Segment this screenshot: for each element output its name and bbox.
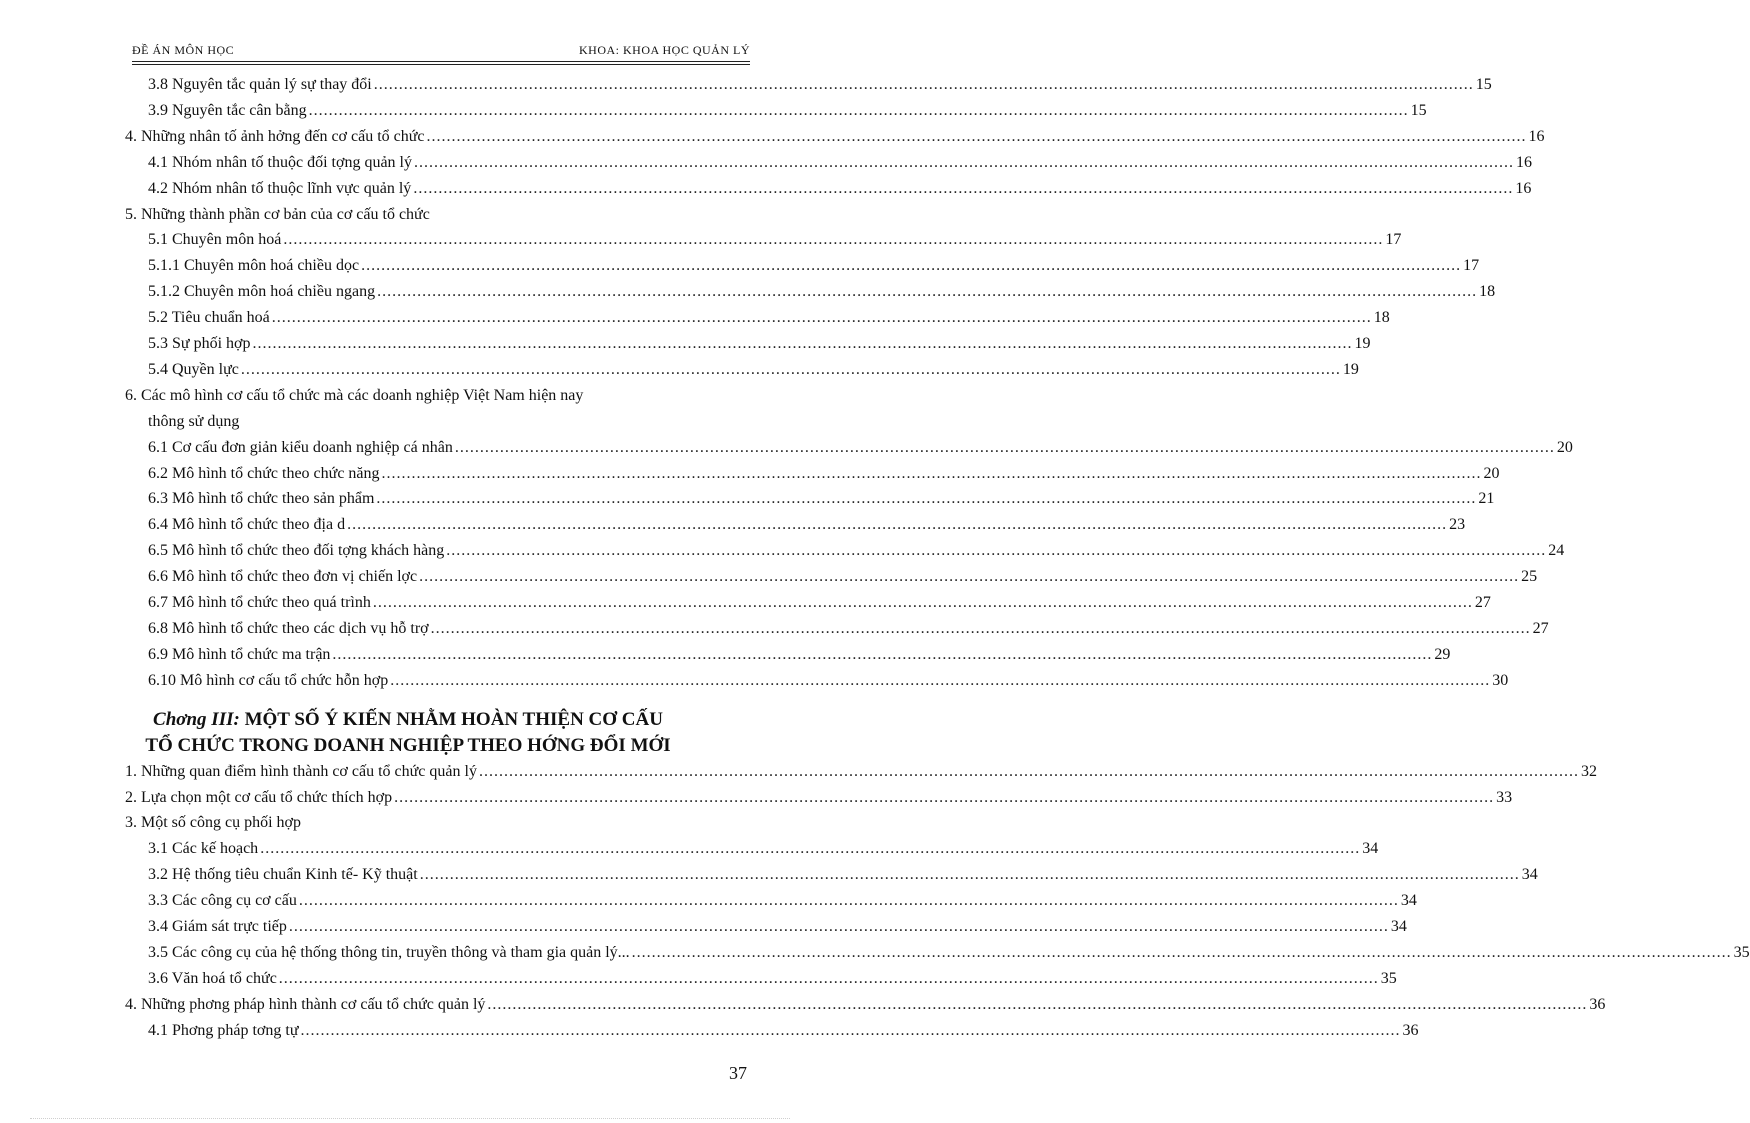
- toc-entry: [0, 992, 1606, 1018]
- toc-entry-page: 34: [1362, 840, 1379, 858]
- toc-entry-label: 3.2 Hệ thống tiêu chuẩn Kinh tế- Kỹ thuật: [148, 866, 418, 884]
- toc-entry-page: 23: [1449, 516, 1466, 534]
- toc-leader-dots: ............................................................................................................................................................................................................................: [454, 438, 1555, 456]
- toc-entry-label: 6.3 Mô hình tổ chức theo sản phẩm: [148, 490, 375, 508]
- toc-leader-dots: ............................................................................................................................................................................................................................: [381, 464, 1482, 482]
- toc-entry-label: 5.3 Sự phối hợp: [148, 335, 251, 352]
- toc-leader-dots: ............................................................................................................................................................................................................................: [419, 866, 1520, 884]
- toc-entry: [0, 202, 816, 228]
- toc-leader-dots: ............................................................................................................................................................................................................................: [631, 943, 1732, 961]
- page-bottom-border: [30, 1118, 790, 1119]
- header-rule: [132, 61, 750, 62]
- toc-entry-label: 2. Lựa chọn một cơ cấu tổ chức thích hợp: [125, 788, 393, 806]
- toc-entry-page: 35: [1380, 969, 1397, 987]
- toc-leader-dots: ............................................................................................................................................................................................................................: [426, 127, 1527, 145]
- toc-leader-dots: ............................................................................................................................................................................................................................: [278, 969, 1379, 987]
- toc-entry-label: 4. Những phơng pháp hình thành cơ cấu tổ chức quản lý: [125, 995, 486, 1013]
- toc-entry-page: 20: [1556, 438, 1573, 456]
- toc-entry: [0, 590, 1491, 616]
- toc-entry-page: 18: [1373, 309, 1390, 327]
- toc-entry-page: 20: [1483, 464, 1500, 482]
- toc-entry: [0, 331, 1371, 357]
- toc-leader-dots: ............................................................................................................................................................................................................................: [283, 231, 1384, 249]
- toc-entry-page: 34: [1400, 892, 1417, 910]
- toc-entry: [0, 836, 1379, 862]
- toc-entry-page: 27: [1532, 619, 1549, 637]
- toc-leader-dots: ............................................................................................................................................................................................................................: [308, 101, 1409, 119]
- toc-entry: [0, 914, 1407, 940]
- toc-entry: [0, 176, 1532, 202]
- toc-entry: [0, 227, 1402, 253]
- toc-entry-page: 29: [1434, 645, 1451, 663]
- toc-entry: [0, 1018, 1419, 1044]
- toc-leader-dots: ............................................................................................................................................................................................................................: [377, 283, 1478, 301]
- toc-leader-dots: ............................................................................................................................................................................................................................: [332, 645, 1433, 663]
- header-right: KHOA: KHOA HỌC QUẢN LÝ: [579, 43, 750, 57]
- toc-entry: [0, 564, 1538, 590]
- toc-entry-label: 6.5 Mô hình tổ chức theo đối tợng khách hàng: [148, 542, 445, 560]
- toc-entry: [0, 409, 816, 435]
- toc-entry-label: 6.10 Mô hình cơ cấu tổ chức hỗn hợp: [148, 671, 389, 689]
- toc-leader-dots: ............................................................................................................................................................................................................................: [271, 309, 1372, 327]
- page-number: 37: [729, 1063, 747, 1083]
- toc-entry-page: 21: [1478, 490, 1495, 508]
- toc-entry: [0, 461, 1500, 487]
- toc-leader-dots: ............................................................................................................................................................................................................................: [414, 153, 1514, 171]
- toc-entry-label: 3. Một số công cụ phối hợp: [125, 814, 302, 832]
- toc-entry-page: 34: [1521, 866, 1538, 884]
- toc-entry-label: 5.4 Quyền lực: [148, 360, 239, 378]
- toc-entry: [0, 642, 1451, 668]
- header-left: ĐỀ ÁN MÔN HỌC: [132, 43, 235, 57]
- toc-entry-label: 3.8 Nguyên tắc quản lý sự thay đổi: [148, 76, 372, 93]
- toc-entry-label: 6. Các mô hình cơ cấu tổ chức mà các doanh nghiệp Việt Nam hiện nay: [125, 386, 584, 404]
- toc-entry-label: 3.3 Các công cụ cơ cấu: [148, 892, 297, 910]
- toc-leader-dots: ............................................................................................................................................................................................................................: [376, 490, 1477, 508]
- toc-leader-dots: ............................................................................................................................................................................................................................: [252, 335, 1353, 352]
- toc-entry: [0, 253, 1480, 279]
- toc-entry-label: 3.5 Các công cụ của hệ thống thông tin, truyền thông và tham gia quản lý...: [148, 943, 630, 961]
- toc-entry-label: 3.9 Nguyên tắc cân bằng: [148, 101, 307, 119]
- toc-entry-page: 16: [1528, 127, 1545, 145]
- toc-entry-label: 3.4 Giám sát trực tiếp: [148, 918, 287, 935]
- toc-entry: [0, 888, 1417, 914]
- toc-entry: [0, 357, 1359, 383]
- toc-entry: [0, 486, 1495, 512]
- toc-entry-label: 3.6 Văn hoá tổ chức: [148, 969, 277, 987]
- chapter-heading: [0, 706, 816, 733]
- toc-entry: [0, 279, 1496, 305]
- toc-leader-dots: ............................................................................................................................................................................................................................: [419, 568, 1520, 586]
- toc-leader-dots: ............................................................................................................................................................................................................................: [390, 671, 1491, 689]
- toc-entry-page: 27: [1474, 594, 1491, 611]
- toc-entry-page: 17: [1385, 231, 1402, 249]
- toc-entry-label: 3.1 Các kế hoạch: [148, 840, 259, 858]
- toc-entry-page: 15: [1475, 76, 1492, 93]
- toc-leader-dots: ............................................................................................................................................................................................................................: [288, 918, 1389, 935]
- toc-entry-label: 5. Những thành phần cơ bản của cơ cấu tổ chức: [125, 205, 430, 223]
- toc-entry-label: 6.6 Mô hình tổ chức theo đơn vị chiến lợc: [148, 568, 418, 586]
- toc-entry: [0, 512, 1466, 538]
- toc-entry: [0, 124, 1545, 150]
- toc-entry-label: 4.2 Nhóm nhân tố thuộc lĩnh vực quản lý: [148, 179, 412, 197]
- toc-entry: [0, 810, 816, 836]
- toc-entry: [0, 616, 1549, 642]
- toc-leader-dots: ............................................................................................................................................................................................................................: [446, 542, 1547, 560]
- toc-leader-dots: ............................................................................................................................................................................................................................: [372, 594, 1473, 611]
- toc-entry: [0, 759, 1597, 785]
- chapter-title-line2: TỔ CHỨC TRONG DOANH NGHIỆP THEO HỚNG ĐỔI MỚI: [145, 734, 671, 756]
- toc-leader-dots: ............................................................................................................................................................................................................................: [430, 619, 1531, 637]
- toc-entry: [0, 668, 1509, 694]
- toc-entry: [0, 940, 1750, 966]
- toc-leader-dots: ............................................................................................................................................................................................................................: [373, 76, 1474, 93]
- toc-leader-dots: ............................................................................................................................................................................................................................: [347, 516, 1448, 534]
- toc-entry: [0, 435, 1573, 461]
- toc-entry-label: 4.1 Phơng pháp tơng tự: [148, 1021, 299, 1039]
- chapter-prefix: Chơng III:: [153, 708, 240, 730]
- toc-entry: [0, 383, 816, 409]
- toc-entry: [0, 305, 1390, 331]
- toc-leader-dots: ............................................................................................................................................................................................................................: [260, 840, 1361, 858]
- header-rule-secondary: [132, 64, 750, 65]
- toc-entry-page: 18: [1479, 283, 1496, 301]
- toc-leader-dots: ............................................................................................................................................................................................................................: [361, 257, 1462, 275]
- toc-entry-page: 24: [1548, 542, 1565, 560]
- toc-leader-dots: ............................................................................................................................................................................................................................: [300, 1021, 1401, 1039]
- toc-leader-dots: ............................................................................................................................................................................................................................: [487, 995, 1588, 1013]
- toc-entry: [0, 72, 1492, 98]
- toc-entry: [0, 966, 1397, 992]
- toc-entry-label: 6.1 Cơ cấu đơn giản kiểu doanh nghiệp cá nhân: [148, 438, 453, 456]
- toc-entry-page: 36: [1589, 995, 1606, 1013]
- toc-entry: [0, 150, 1532, 176]
- toc-leader-dots: ............................................................................................................................................................................................................................: [478, 762, 1579, 780]
- toc-entry-page: 19: [1354, 335, 1371, 352]
- toc-entry-label: 6.7 Mô hình tổ chức theo quá trình: [148, 594, 371, 611]
- toc-entry: [0, 538, 1565, 564]
- toc-entry: [0, 98, 1427, 124]
- toc-entry-label: 5.1.2 Chuyên môn hoá chiều ngang: [148, 283, 376, 301]
- toc-entry-label: 5.1 Chuyên môn hoá: [148, 231, 282, 249]
- toc-entry-label: 6.2 Mô hình tổ chức theo chức năng: [148, 464, 380, 482]
- chapter-title-line1: MỘT SỐ Ý KIẾN NHẰM HOÀN THIỆN CƠ CẤU: [244, 708, 663, 730]
- toc-entry-label: thông sử dụng: [148, 412, 240, 430]
- toc-entry: [0, 785, 1513, 811]
- toc-entry-page: 30: [1492, 671, 1509, 689]
- toc-entry-label: 1. Những quan điểm hình thành cơ cấu tổ chức quản lý: [125, 762, 477, 780]
- toc-leader-dots: ............................................................................................................................................................................................................................: [394, 788, 1495, 806]
- toc-leader-dots: ............................................................................................................................................................................................................................: [298, 892, 1399, 910]
- page-header: [132, 41, 750, 61]
- toc-entry-label: 5.1.1 Chuyên môn hoá chiều dọc: [148, 257, 360, 275]
- toc-entry-page: 16: [1516, 153, 1532, 171]
- toc-entry-label: 5.2 Tiêu chuẩn hoá: [148, 309, 270, 327]
- toc-entry-page: 32: [1580, 762, 1597, 780]
- toc-entry-page: 25: [1521, 568, 1538, 586]
- toc-entry-page: 33: [1496, 788, 1513, 806]
- toc-leader-dots: ............................................................................................................................................................................................................................: [240, 360, 1341, 378]
- toc-entry-label: 4. Những nhân tố ảnh hởng đến cơ cấu tổ chức: [125, 127, 425, 145]
- toc-entry-page: 36: [1402, 1021, 1419, 1039]
- toc-entry: [0, 862, 1538, 888]
- toc-entry-page: 17: [1463, 257, 1480, 275]
- toc-entry-page: 19: [1342, 360, 1359, 378]
- toc-entry-page: 15: [1410, 101, 1427, 119]
- toc-entry-label: 6.8 Mô hình tổ chức theo các dịch vụ hỗ trợ: [148, 619, 429, 637]
- toc-entry-page: 35: [1733, 943, 1750, 961]
- toc-entry-page: 16: [1515, 179, 1532, 197]
- toc-entry-label: 6.9 Mô hình tổ chức ma trận: [148, 645, 331, 663]
- toc-leader-dots: ............................................................................................................................................................................................................................: [413, 179, 1514, 197]
- toc-entry-label: 4.1 Nhóm nhân tố thuộc đối tợng quản lý: [148, 153, 412, 171]
- toc-entry-label: 6.4 Mô hình tổ chức theo địa d: [148, 516, 346, 534]
- toc-entry-page: 34: [1390, 918, 1407, 935]
